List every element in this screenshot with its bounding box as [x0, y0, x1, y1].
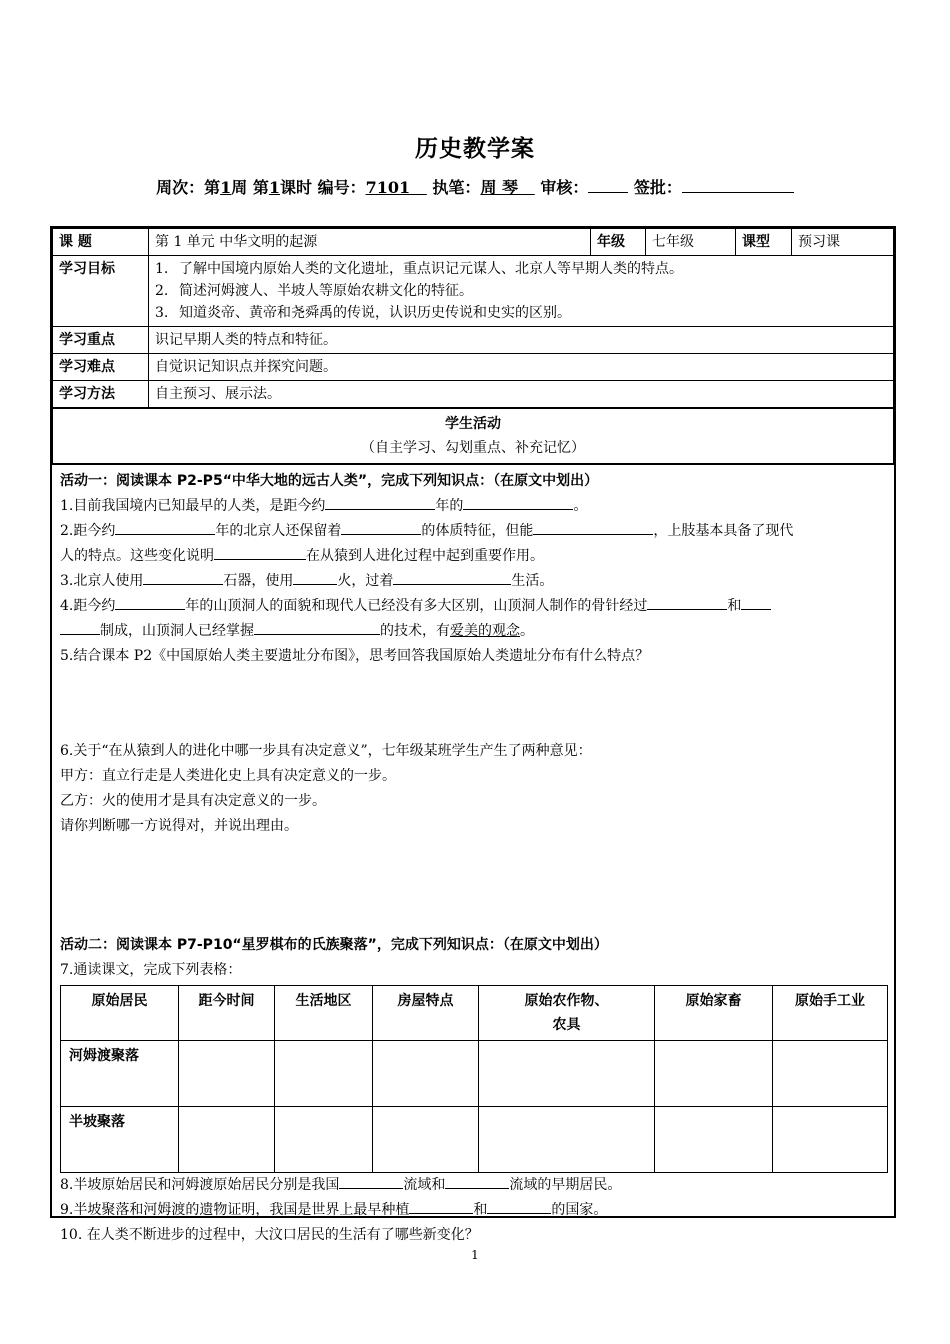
settlement-table	[60, 985, 888, 1173]
table-cell[interactable]	[773, 1041, 888, 1107]
table-header-row	[61, 986, 888, 1041]
header-table	[52, 228, 894, 465]
difficulty-label: 学习难点	[53, 354, 149, 381]
lesson-plan-frame	[50, 226, 896, 1243]
table-header: 原始家畜	[655, 986, 773, 1041]
student-activity-header	[53, 408, 894, 464]
topic-label: 课 题	[53, 229, 149, 256]
answer-blank[interactable]	[741, 595, 771, 610]
answer-blank[interactable]	[293, 570, 337, 585]
table-row	[61, 1107, 888, 1173]
question-10: 10. 在人类不断进步的过程中，大汶口居民的生活有了哪些新变化？	[60, 1227, 479, 1243]
table-cell[interactable]	[179, 1107, 275, 1173]
answer-blank[interactable]	[341, 520, 421, 535]
question-7: 7.通读课文，完成下列表格：	[60, 962, 242, 978]
difficulty-value: 自觉识记知识点并探究问题。	[149, 354, 894, 381]
question-5: 5.结合课本 P2《中国原始人类主要遗址分布图》，思考回答我国原始人类遗址分布有什么特点？	[60, 648, 650, 664]
approve-blank[interactable]	[682, 178, 794, 193]
table-cell[interactable]	[373, 1107, 479, 1173]
goal-item: 2. 简述河姆渡人、半坡人等原始农耕文化的特征。	[155, 283, 473, 299]
table-header: 原始居民	[61, 986, 179, 1041]
review-blank[interactable]	[588, 178, 628, 193]
answer-blank[interactable]	[325, 495, 435, 510]
review-label: 审核：	[540, 178, 589, 197]
question-6: 6.关于“在从猿到人的进化中哪一步具有决定意义”，七年级某班学生产生了两种意见：	[60, 743, 592, 759]
author-value: 周 琴	[480, 178, 519, 197]
goal-item: 3. 知道炎帝、黄帝和尧舜禹的传说，认识历史传说和史实的区别。	[155, 305, 571, 321]
student-activity-subtitle: （自主学习、勾划重点、补充记忆）	[361, 440, 585, 456]
table-header: 原始农作物、 农具	[479, 986, 655, 1041]
table-header: 房屋特点	[373, 986, 479, 1041]
answer-blank[interactable]	[463, 495, 573, 510]
table-cell[interactable]	[275, 1107, 373, 1173]
question-6-opinion-a: 甲方：直立行走是人类进化史上具有决定意义的一步。	[60, 768, 396, 784]
table-row	[61, 1041, 888, 1107]
row-header-banpo: 半坡聚落	[61, 1107, 179, 1173]
table-cell[interactable]	[275, 1041, 373, 1107]
activities-content	[52, 465, 894, 1252]
lesson-num: 1	[268, 178, 280, 197]
answer-blank[interactable]	[445, 1174, 509, 1189]
week-unit: 周	[231, 178, 248, 197]
table-cell[interactable]	[479, 1041, 655, 1107]
student-activity-title: 学生活动	[445, 416, 501, 432]
answer-blank[interactable]	[393, 570, 511, 585]
answer-blank[interactable]	[115, 520, 215, 535]
question-8: 8.半坡原始居民和河姆渡原始居民分别是我国 流域和 流域的早期居民。	[60, 1173, 886, 1198]
focus-label: 学习重点	[53, 327, 149, 354]
grade-label: 年级	[591, 229, 646, 256]
topic-value: 第 1 单元 中华文明的起源	[149, 229, 591, 256]
table-cell[interactable]	[655, 1041, 773, 1107]
question-6-prompt: 请你判断哪一方说得对，并说出理由。	[60, 818, 298, 834]
question-2-cont: 人的特点。这些变化说明 在从猿到人进化过程中起到重要作用。	[60, 544, 886, 569]
goal-item: 1. 了解中国境内原始人类的文化遗址，重点识记元谋人、北京人等早期人类的特点。	[155, 261, 683, 277]
table-cell[interactable]	[773, 1107, 888, 1173]
question-2: 2.距今约 年的北京人还保留着 的体质特征，但能 ，上肢基本具备了现代	[60, 519, 886, 544]
code-label: 编号：	[317, 178, 366, 197]
answer-blank[interactable]	[647, 595, 727, 610]
row-header-hemudu: 河姆渡聚落	[61, 1041, 179, 1107]
table-cell[interactable]	[479, 1107, 655, 1173]
lesson-prefix: 第	[252, 178, 269, 197]
question-6-opinion-b: 乙方：火的使用才是具有决定意义的一步。	[60, 793, 326, 809]
table-header: 原始手工业	[773, 986, 888, 1041]
week-label: 周次：第	[156, 178, 221, 197]
question-9: 9.半坡聚落和河姆渡的遗物证明，我国是世界上最早种植 和 的国家。	[60, 1198, 886, 1223]
question-3: 3.北京人使用 石器，使用 火，过着 生活。	[60, 569, 886, 594]
answer-blank[interactable]	[115, 595, 185, 610]
answer-space[interactable]	[60, 669, 886, 739]
answer-space[interactable]	[60, 839, 886, 933]
table-cell[interactable]	[373, 1041, 479, 1107]
code-value: 7101	[365, 178, 411, 197]
page-number: 1	[471, 1248, 479, 1262]
activity1-heading: 活动一：阅读课本 P2-P5“中华大地的远古人类”，完成下列知识点：（在原文中划出）	[60, 473, 599, 489]
question-4: 4.距今约 年的山顶洞人的面貌和现代人已经没有多大区别，山顶洞人制作的骨针经过 和	[60, 594, 886, 619]
answer-blank[interactable]	[487, 1199, 551, 1214]
answer-blank[interactable]	[339, 1174, 403, 1189]
table-header: 距今时间	[179, 986, 275, 1041]
table-cell[interactable]	[655, 1107, 773, 1173]
answer-blank[interactable]	[60, 620, 100, 635]
answer-blank[interactable]	[409, 1199, 473, 1214]
author-label: 执笔：	[432, 178, 481, 197]
grade-value: 七年级	[646, 229, 736, 256]
page-title: 历史教学案	[415, 135, 535, 162]
week-num: 1	[220, 178, 232, 197]
focus-value: 识记早期人类的特点和特征。	[149, 327, 894, 354]
answer-blank[interactable]	[533, 520, 653, 535]
goals-label: 学习目标	[53, 256, 149, 327]
goals-list	[149, 256, 894, 327]
meta-line	[0, 175, 950, 198]
answer-blank[interactable]	[143, 570, 223, 585]
type-value: 预习课	[792, 229, 894, 256]
method-value: 自主预习、展示法。	[149, 381, 894, 409]
question-1: 1.目前我国境内已知最早的人类，是距今约 年的 。	[60, 494, 886, 519]
table-header: 生活地区	[275, 986, 373, 1041]
approve-label: 签批：	[633, 178, 682, 197]
answer-blank[interactable]	[254, 620, 380, 635]
lesson-unit: 课时	[279, 178, 312, 197]
activity2-heading: 活动二：阅读课本 P7-P10“星罗棋布的氏族聚落”，完成下列知识点：（在原文中划出）	[60, 937, 608, 953]
method-label: 学习方法	[53, 381, 149, 409]
table-cell[interactable]	[179, 1041, 275, 1107]
type-label: 课型	[736, 229, 792, 256]
question-4-cont: 制成，山顶洞人已经掌握 的技术，有爱美的观念。	[60, 619, 886, 644]
answer-blank[interactable]	[214, 545, 306, 560]
